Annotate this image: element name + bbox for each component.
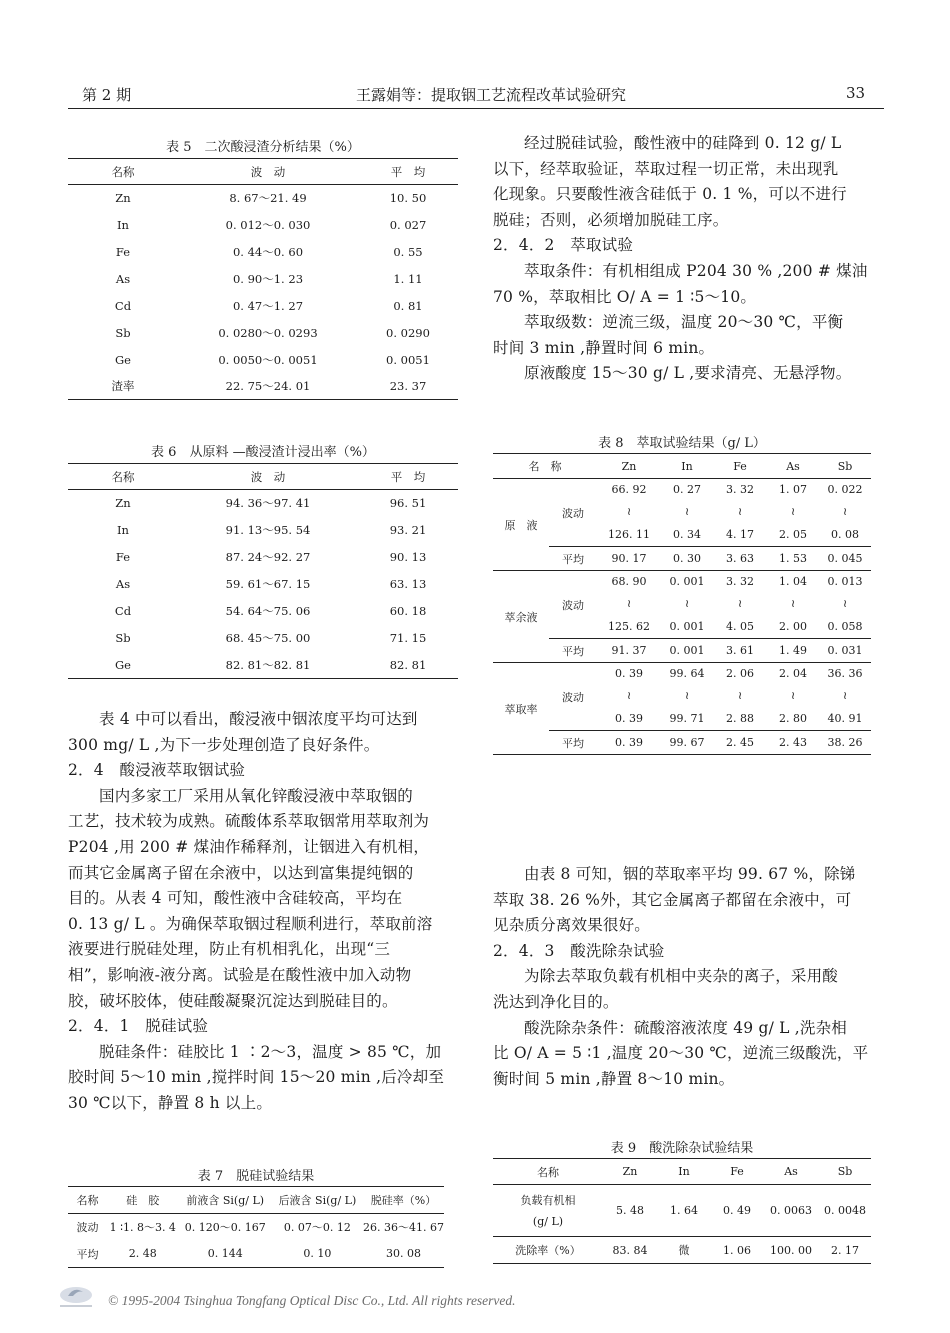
tilde-mark: ≀ — [842, 505, 848, 518]
table7-header-after: 后液含 Si(g/ L) — [272, 1187, 363, 1214]
table-cell: 4. 05 — [713, 615, 767, 639]
table-row — [493, 639, 871, 663]
tilde-mark: ≀ — [737, 689, 743, 702]
text-line: 由表 8 可知，铟的萃取率平均 99. 67 %，除锑 — [524, 865, 856, 883]
tilde-mark: ≀ — [842, 597, 848, 610]
table-cell: 0. 55 — [393, 245, 423, 259]
text-line: P204 ,用 200 # 煤油作稀释剂，让铟进入有机相， — [68, 837, 430, 856]
text-line: 洗达到净化目的。 — [493, 992, 619, 1011]
section-heading-2-4-2: 2．4．2 萃取试验 — [493, 236, 634, 255]
table5-caption: 表 5 二次酸浸渣分析结果（%） — [166, 140, 360, 155]
table7-header-before: 前液含 Si(g/ L) — [179, 1187, 272, 1214]
table-cell: 2. 00 — [767, 615, 819, 639]
table9-header-zn: Zn — [603, 1159, 657, 1185]
table-cell: 0. 34 — [661, 523, 713, 547]
table8-range-label: 波动 — [549, 663, 597, 731]
right-body-text-bottom — [493, 862, 885, 1092]
table-cell: 66. 92 — [611, 483, 647, 497]
table-row — [493, 547, 871, 571]
tilde-mark: ≀ — [790, 597, 796, 610]
table-cell: 0. 39 — [597, 707, 661, 731]
table8-header-row — [493, 454, 871, 479]
table-cell: 0. 39 — [615, 667, 643, 681]
text-line: 脱硅；否则，必须增加脱硅工序。 — [493, 210, 729, 229]
table-cell: 96. 51 — [389, 496, 427, 511]
table-cell: 38. 26 — [819, 731, 871, 755]
table-cell: In — [117, 218, 129, 232]
row-label: 负载有机相 — [520, 1193, 576, 1207]
text-line: 比 O/ A = 5 ∶1 ,温度 20～30 ℃，逆流三级酸洗，平 — [493, 1044, 869, 1063]
table7-header-row — [68, 1187, 444, 1214]
table-row — [68, 266, 458, 293]
table9-header-in: In — [657, 1159, 711, 1185]
table-cell: 100. 00 — [763, 1237, 819, 1264]
text-line: 国内多家工厂采用从氧化锌酸浸液中萃取铟的 — [99, 786, 414, 805]
table-cell: 波动 — [76, 1221, 99, 1235]
table-cell: 平均 — [68, 1241, 107, 1268]
table-row — [68, 374, 458, 400]
table-cell: 2. 04 — [779, 667, 807, 681]
table-cell: 0. 47～1. 27 — [232, 299, 304, 313]
table9 — [493, 1158, 871, 1264]
table-cell: 微 — [657, 1237, 711, 1264]
table-cell: 2. 48 — [107, 1241, 179, 1268]
table-cell: 1 ∶1. 8～3. 4 — [109, 1221, 176, 1235]
text-line: 酸洗除杂条件：硫酸溶液浓度 49 g/ L ,洗杂相 — [524, 1018, 847, 1037]
text-line: 胶，破坏胶体，使硅酸凝聚沉淀达到脱硅目的。 — [68, 991, 398, 1010]
table-cell: 0. 013 — [827, 575, 863, 589]
table-row — [68, 490, 458, 517]
tilde-mark: ≀ — [626, 597, 632, 610]
table-cell: 0. 022 — [827, 483, 863, 497]
running-title: 王露娟等：提取铟工艺流程改革试验研究 — [356, 86, 627, 104]
copyright-footer: © 1995-2004 Tsinghua Tongfang Optical Disc Co., Ltd. All rights reserved. — [108, 1293, 516, 1308]
table-cell: 4. 17 — [713, 523, 767, 547]
table8-header-fe: Fe — [713, 454, 767, 479]
table5 — [68, 158, 458, 400]
text-line: 30 ℃以下，静置 8 h 以上。 — [68, 1093, 273, 1112]
table-cell: 90. 13 — [389, 550, 427, 564]
table-cell — [493, 1185, 603, 1237]
text-line: 表 4 中可以看出，酸浸液中铟浓度平均可达到 — [99, 710, 418, 728]
table-cell: 0. 045 — [819, 547, 871, 571]
text-line: 工艺，技术较为成熟。硫酸体系萃取铟常用萃取剂为 — [68, 812, 430, 831]
table-cell: 1. 04 — [779, 575, 807, 589]
table-cell: 0. 058 — [819, 615, 871, 639]
table-cell: 99. 71 — [661, 707, 713, 731]
table-row — [68, 293, 458, 320]
table9-caption: 表 9 酸洗除杂试验结果 — [610, 1141, 754, 1156]
table8 — [493, 453, 871, 755]
text-line: 0. 13 g/ L 。为确保萃取铟过程顺利进行，萃取前溶 — [68, 914, 433, 933]
table-cell: 82. 81～82. 81 — [178, 652, 358, 679]
table-cell: 0. 30 — [661, 547, 713, 571]
table-cell: 1. 07 — [779, 483, 807, 497]
table-cell: Cd — [114, 604, 132, 618]
table-cell: 3. 32 — [726, 483, 754, 497]
table7-header-rate: 脱硅率（%） — [363, 1187, 444, 1214]
table8-header-as: As — [767, 454, 819, 479]
table-row — [68, 320, 458, 347]
table-cell: 71. 15 — [389, 631, 427, 645]
table-cell: 0. 0063 — [763, 1185, 819, 1237]
table8-avg-label: 平均 — [549, 731, 597, 755]
table5-header-avg: 平 均 — [358, 159, 458, 185]
table8-avg-label: 平均 — [549, 639, 597, 663]
table-cell: 0. 027 — [389, 218, 427, 232]
table-row — [68, 652, 458, 679]
table6-header-range: 波 动 — [178, 464, 358, 490]
table-cell: 0. 120～0. 167 — [184, 1221, 266, 1235]
table8-group-name: 萃余液 — [493, 571, 549, 663]
table5-header-range: 波 动 — [178, 159, 358, 185]
text-line: 衡时间 5 min ,静置 8～10 min。 — [493, 1069, 735, 1088]
table7-caption: 表 7 脱硅试验结果 — [197, 1169, 315, 1184]
table-row — [68, 1214, 444, 1241]
table-cell: 126. 11 — [597, 523, 661, 547]
table-cell: 2. 05 — [767, 523, 819, 547]
table8-header-sb: Sb — [819, 454, 871, 479]
table-cell: 8. 67～21. 49 — [229, 191, 307, 206]
table9-header-name: 名称 — [493, 1159, 603, 1185]
table8-group-name: 原 液 — [493, 479, 549, 571]
table-cell: 82. 81 — [358, 652, 458, 679]
table6-header-row — [68, 464, 458, 490]
text-line: 目的。从表 4 可知，酸性液中含硅较高，平均在 — [68, 889, 403, 908]
table-cell: 2. 17 — [819, 1237, 871, 1264]
table-cell: 26. 36～41. 67 — [363, 1221, 444, 1235]
table7-header-silica: 硅 胶 — [107, 1187, 179, 1214]
table-cell: 90. 17 — [597, 547, 661, 571]
table-row — [493, 663, 871, 685]
text-line: 见杂质分离效果很好。 — [493, 916, 651, 935]
text-line: 胶时间 5～10 min ,搅拌时间 15～20 min ,后冷却至 — [68, 1068, 445, 1087]
text-line: 脱硅条件：硅胶比 1 ∶2～3，温度 > 85 ℃，加 — [99, 1042, 442, 1061]
table7 — [68, 1186, 444, 1268]
text-line: 为除去萃取负载有机相中夹杂的离子，采用酸 — [524, 967, 839, 986]
text-line: 液要进行脱硅处理，防止有机相乳化，出现“三 — [68, 940, 391, 959]
table-cell: 99. 67 — [661, 731, 713, 755]
section-heading-2-4: 2．4 酸浸液萃取铟试验 — [68, 761, 246, 780]
table-cell: 1. 06 — [711, 1237, 763, 1264]
table-cell: 0. 0050～0. 0051 — [218, 353, 318, 367]
table-cell: 2. 80 — [767, 707, 819, 731]
table-cell: 99. 64 — [669, 667, 705, 681]
table-cell: 23. 37 — [358, 374, 458, 400]
tilde-mark: ≀ — [737, 597, 743, 610]
table-cell: 36. 36 — [827, 667, 863, 681]
table8-header-zn: Zn — [597, 454, 661, 479]
tilde-mark: ≀ — [790, 505, 796, 518]
table-cell: 0. 012～0. 030 — [225, 218, 311, 232]
text-line: 萃取 38. 26 %外，其它金属离子都留在余液中，可 — [493, 890, 852, 909]
table-cell: 10. 50 — [389, 191, 427, 206]
table9-header-as: As — [763, 1159, 819, 1185]
section-heading-2-4-1: 2．4．1 脱硅试验 — [68, 1017, 209, 1036]
table-cell: 3. 61 — [713, 639, 767, 663]
table-cell: 0. 08 — [819, 523, 871, 547]
table8-avg-label: 平均 — [549, 547, 597, 571]
row-label-unit: (g/ L) — [532, 1214, 564, 1228]
issue-number: 第 2 期 — [82, 86, 132, 104]
table-row — [493, 1237, 871, 1264]
table8-header-in: In — [661, 454, 713, 479]
table-row — [68, 239, 458, 266]
table-cell: Cd — [114, 299, 132, 313]
table-cell: Fe — [115, 550, 131, 564]
table-cell: 22. 75～24. 01 — [178, 374, 358, 400]
table-cell: Zn — [115, 496, 131, 511]
table6-header-avg: 平 均 — [358, 464, 458, 490]
table-cell: 0. 10 — [272, 1241, 363, 1268]
table9-header-row — [493, 1159, 871, 1185]
table6-header-name: 名称 — [68, 464, 178, 490]
text-line: 70 %，萃取相比 O/ A = 1 ∶5～10。 — [493, 287, 757, 306]
table-cell: 0. 0280～0. 0293 — [218, 326, 318, 340]
table-cell: 1. 64 — [657, 1185, 711, 1237]
table-cell: 2. 88 — [713, 707, 767, 731]
table-row — [68, 1241, 444, 1268]
table-cell: 洗除率（%） — [493, 1237, 603, 1264]
table6 — [68, 463, 458, 679]
right-body-text-top — [493, 131, 885, 387]
text-line: 相”，影响液-液分离。试验是在酸性液中加入动物 — [68, 965, 412, 984]
table-cell: 93. 21 — [389, 523, 427, 537]
tilde-mark: ≀ — [684, 597, 690, 610]
table-cell: 5. 48 — [603, 1185, 657, 1237]
table-cell: 2. 06 — [726, 667, 754, 681]
table-row — [493, 1185, 871, 1237]
tilde-mark: ≀ — [626, 505, 632, 518]
table5-header-name: 名称 — [68, 159, 178, 185]
tilde-mark: ≀ — [684, 505, 690, 518]
table-cell: 0. 39 — [597, 731, 661, 755]
table-cell: Ge — [115, 353, 131, 367]
text-line: 原液酸度 15～30 g/ L ,要求清亮、无悬浮物。 — [524, 364, 852, 383]
table-cell: 40. 91 — [819, 707, 871, 731]
table-row — [68, 544, 458, 571]
table-row — [493, 479, 871, 501]
table8-header-name: 名 称 — [493, 454, 597, 479]
table-cell: 2. 43 — [767, 731, 819, 755]
table-cell: 0. 0051 — [386, 353, 430, 367]
text-line: 300 mg/ L ,为下一步处理创造了良好条件。 — [68, 735, 380, 754]
text-line: 经过脱硅试验，酸性液中的硅降到 0. 12 g/ L — [524, 134, 842, 152]
tilde-mark: ≀ — [790, 689, 796, 702]
section-heading-2-4-3: 2．4．3 酸洗除杂试验 — [493, 941, 665, 960]
table-cell: 0. 49 — [711, 1185, 763, 1237]
tilde-mark: ≀ — [842, 689, 848, 702]
table-cell: 68. 90 — [611, 575, 647, 589]
table-row — [68, 598, 458, 625]
table-cell: Ge — [68, 652, 178, 679]
table-cell: 59. 61～67. 15 — [225, 577, 311, 591]
table-row — [493, 731, 871, 755]
table-cell: 0. 0048 — [819, 1185, 871, 1237]
text-line: 化现象。只要酸性液含硅低于 0. 1 %，可以不进行 — [493, 185, 847, 204]
table-cell: As — [115, 272, 131, 286]
left-body-text — [68, 707, 460, 1117]
text-line: 时间 3 min ,静置时间 6 min。 — [493, 338, 715, 357]
table-cell: 3. 32 — [726, 575, 754, 589]
table-row — [68, 347, 458, 374]
table-cell: 0. 27 — [673, 483, 701, 497]
table5-header-row — [68, 159, 458, 185]
table-row — [68, 185, 458, 212]
table9-header-sb: Sb — [819, 1159, 871, 1185]
table-cell: 63. 13 — [389, 577, 427, 591]
table-cell: 0. 001 — [661, 615, 713, 639]
publisher-logo-icon — [56, 1284, 96, 1310]
table-cell: 0. 44～0. 60 — [232, 245, 304, 259]
table8-range-label: 波动 — [549, 479, 597, 547]
table-cell: 87. 24～92. 27 — [225, 550, 311, 564]
table-cell: 68. 45～75. 00 — [225, 631, 311, 645]
table6-caption: 表 6 从原料 —酸浸渣计浸出率（%） — [151, 445, 375, 460]
table-cell: 0. 90～1. 23 — [232, 272, 304, 286]
table-row — [68, 212, 458, 239]
text-line: 萃取条件：有机相组成 P204 30 % ,200 # 煤油 — [524, 261, 868, 280]
table-row — [68, 517, 458, 544]
table-cell: 0. 001 — [661, 639, 713, 663]
table-cell: 1. 53 — [767, 547, 819, 571]
table-cell: 30. 08 — [363, 1241, 444, 1268]
table-cell: 60. 18 — [389, 604, 427, 618]
text-line: 而其它金属离子留在余液中，以达到富集提纯铟的 — [68, 863, 414, 882]
table-cell: 125. 62 — [597, 615, 661, 639]
table-cell: 1. 11 — [393, 272, 423, 286]
table-row — [68, 625, 458, 652]
table-cell: 0. 07～0. 12 — [283, 1221, 351, 1235]
table-cell: 渣率 — [68, 374, 178, 400]
table-row — [68, 571, 458, 598]
tilde-mark: ≀ — [626, 689, 632, 702]
tilde-mark: ≀ — [684, 689, 690, 702]
table-cell: Sb — [115, 631, 131, 645]
table-cell: 94. 36～97. 41 — [225, 496, 311, 511]
table-cell: 0. 144 — [179, 1241, 272, 1268]
table-cell: 1. 49 — [767, 639, 819, 663]
table-cell: 3. 63 — [713, 547, 767, 571]
table-cell: Zn — [115, 191, 131, 206]
table-cell: 91. 13～95. 54 — [225, 523, 311, 537]
table8-range-label: 波动 — [549, 571, 597, 639]
table-row — [493, 571, 871, 593]
header-rule — [68, 108, 884, 109]
table7-header-name: 名称 — [68, 1187, 107, 1214]
table-cell: 0. 031 — [819, 639, 871, 663]
tilde-mark: ≀ — [737, 505, 743, 518]
page-number: 33 — [846, 84, 866, 102]
table8-group-name: 萃取率 — [493, 663, 549, 755]
table-cell: 0. 0290 — [386, 326, 430, 340]
table-cell: As — [115, 577, 131, 591]
table-cell: 2. 45 — [713, 731, 767, 755]
table8-caption: 表 8 萃取试验结果（g/ L） — [598, 436, 766, 451]
table-cell: 91. 37 — [597, 639, 661, 663]
table-cell: 0. 001 — [669, 575, 705, 589]
table9-header-fe: Fe — [711, 1159, 763, 1185]
text-line: 萃取级数：逆流三级，温度 20～30 ℃，平衡 — [524, 313, 844, 332]
table-cell: 0. 81 — [393, 299, 423, 313]
table-cell: 83. 84 — [603, 1237, 657, 1264]
table-cell: Sb — [115, 326, 131, 340]
table-cell: Fe — [115, 245, 131, 259]
table-cell: In — [117, 523, 129, 537]
table-cell: 54. 64～75. 06 — [225, 604, 311, 618]
text-line: 以下，经萃取验证，萃取过程一切正常，未出现乳 — [493, 159, 839, 178]
